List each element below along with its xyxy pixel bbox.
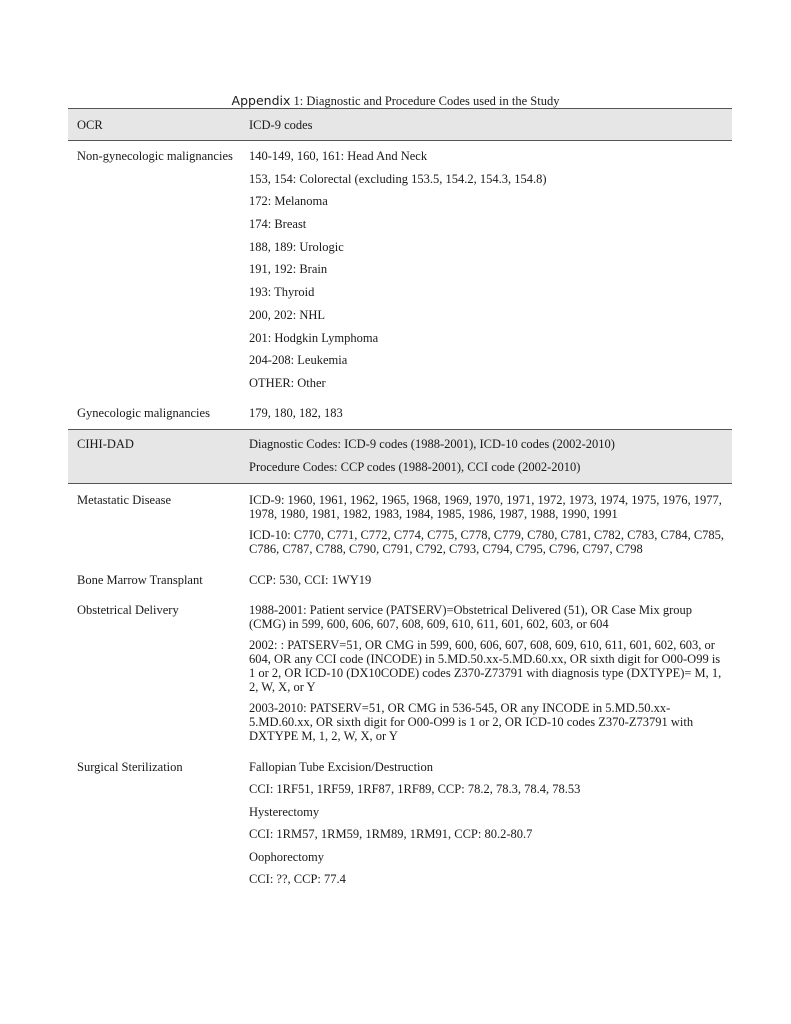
cihi-procedure-codes: Procedure Codes: CCP codes (1988-2001), CCI code (2002-2010) xyxy=(249,459,581,474)
list-item: 201: Hodgkin Lymphoma xyxy=(249,330,379,345)
cihi-diagnostic-codes: Diagnostic Codes: ICD-9 codes (1988-2001), ICD-10 codes (2002-2010) xyxy=(249,436,615,451)
caption-text: 1: Diagnostic and Procedure Codes used in the Study xyxy=(290,94,560,108)
list-item: Oophorectomy xyxy=(249,849,324,864)
nongyn-list xyxy=(249,149,732,391)
table-caption xyxy=(0,93,791,109)
obstetrical-label: Obstetrical Delivery xyxy=(77,602,179,617)
list-item: 193: Thyroid xyxy=(249,285,315,300)
metastatic-row xyxy=(68,484,732,556)
list-item: 153, 154: Colorectal (excluding 153.5, 154.2, 154.3, 154.8) xyxy=(249,171,547,186)
obstetrical-para-3: 2003-2010: PATSERV=51, OR CMG in 536-545, OR any INCODE in 5.MD.50.xx-5.MD.60.xx, OR sixth digit for O00-O99 is 1 or 2, OR ICD-10 codes Z370-Z73791 with DXTYPE M, 1, 2, W, X, or Y xyxy=(249,700,694,743)
list-item: CCI: 1RM57, 1RM59, 1RM89, 1RM91, CCP: 80.2-80.7 xyxy=(249,827,533,842)
bmt-row xyxy=(68,556,732,588)
list-item: CCI: ??, CCP: 77.4 xyxy=(249,872,346,887)
gyn-value: 179, 180, 182, 183 xyxy=(249,405,343,420)
codes-table xyxy=(68,108,732,887)
cihi-row xyxy=(68,430,732,483)
list-item: CCI: 1RF51, 1RF59, 1RF87, 1RF89, CCP: 78.2, 78.3, 78.4, 78.53 xyxy=(249,782,581,797)
gyn-label: Gynecologic malignancies xyxy=(77,405,210,420)
obstetrical-para-2: 2002: : PATSERV=51, OR CMG in 599, 600, 606, 607, 608, 609, 610, 611, 601, 602, 603, or 604, OR any CCI code (INCODE) in 5.MD.50.xx-5.MD.60.xx, OR sixth digit for O00-O99 is 1 or 2, OR ICD-10 (DX10CODE) codes Z370-Z73791 with diagnosis type (DXTYPE)= M, 1, 2, W, X, or Y xyxy=(249,637,722,694)
cihi-label: CIHI-DAD xyxy=(77,436,134,451)
header-row xyxy=(68,109,732,140)
nongyn-row xyxy=(68,141,732,391)
metastatic-label: Metastatic Disease xyxy=(77,492,172,507)
list-item: 174: Breast xyxy=(249,217,307,232)
obstetrical-row xyxy=(68,588,732,743)
list-item: 140-149, 160, 161: Head And Neck xyxy=(249,149,428,163)
bmt-label: Bone Marrow Transplant xyxy=(77,572,203,587)
list-item: 172: Melanoma xyxy=(249,194,328,209)
list-item: 200, 202: NHL xyxy=(249,307,326,322)
bmt-value: CCP: 530, CCI: 1WY19 xyxy=(249,572,372,587)
metastatic-icd9: ICD-9: 1960, 1961, 1962, 1965, 1968, 1969, 1970, 1971, 1972, 1973, 1974, 1975, 1976, 1977, 1978, 1980, 1981, 1982, 1983, 1984, 1985, 1986, 1987, 1988, 1990, 1991 xyxy=(249,492,722,521)
list-item: 188, 189: Urologic xyxy=(249,239,344,254)
header-col1: OCR xyxy=(77,118,103,132)
header-col2: ICD-9 codes xyxy=(249,118,313,132)
caption-prefix: Appendix xyxy=(231,93,291,108)
list-item: OTHER: Other xyxy=(249,375,326,390)
list-item: Hysterectomy xyxy=(249,804,320,819)
gyn-row xyxy=(68,391,732,429)
list-item: Fallopian Tube Excision/Destruction xyxy=(249,759,434,774)
list-item: 191, 192: Brain xyxy=(249,262,328,277)
nongyn-label: Non-gynecologic malignancies xyxy=(77,149,233,163)
sterilization-row xyxy=(68,743,732,888)
sterilization-label: Surgical Sterilization xyxy=(77,759,183,774)
metastatic-icd10: ICD-10: C770, C771, C772, C774, C775, C778, C779, C780, C781, C782, C783, C784, C785, C786, C787, C788, C790, C791, C792, C793, C794, C795, C796, C797, C798 xyxy=(249,527,725,556)
list-item: 204-208: Leukemia xyxy=(249,353,348,368)
obstetrical-para-1: 1988-2001: Patient service (PATSERV)=Obstetrical Delivered (51), OR Case Mix group (CMG) in 599, 600, 606, 607, 608, 609, 610, 611, 601, 602, 603, or 604 xyxy=(249,602,693,631)
